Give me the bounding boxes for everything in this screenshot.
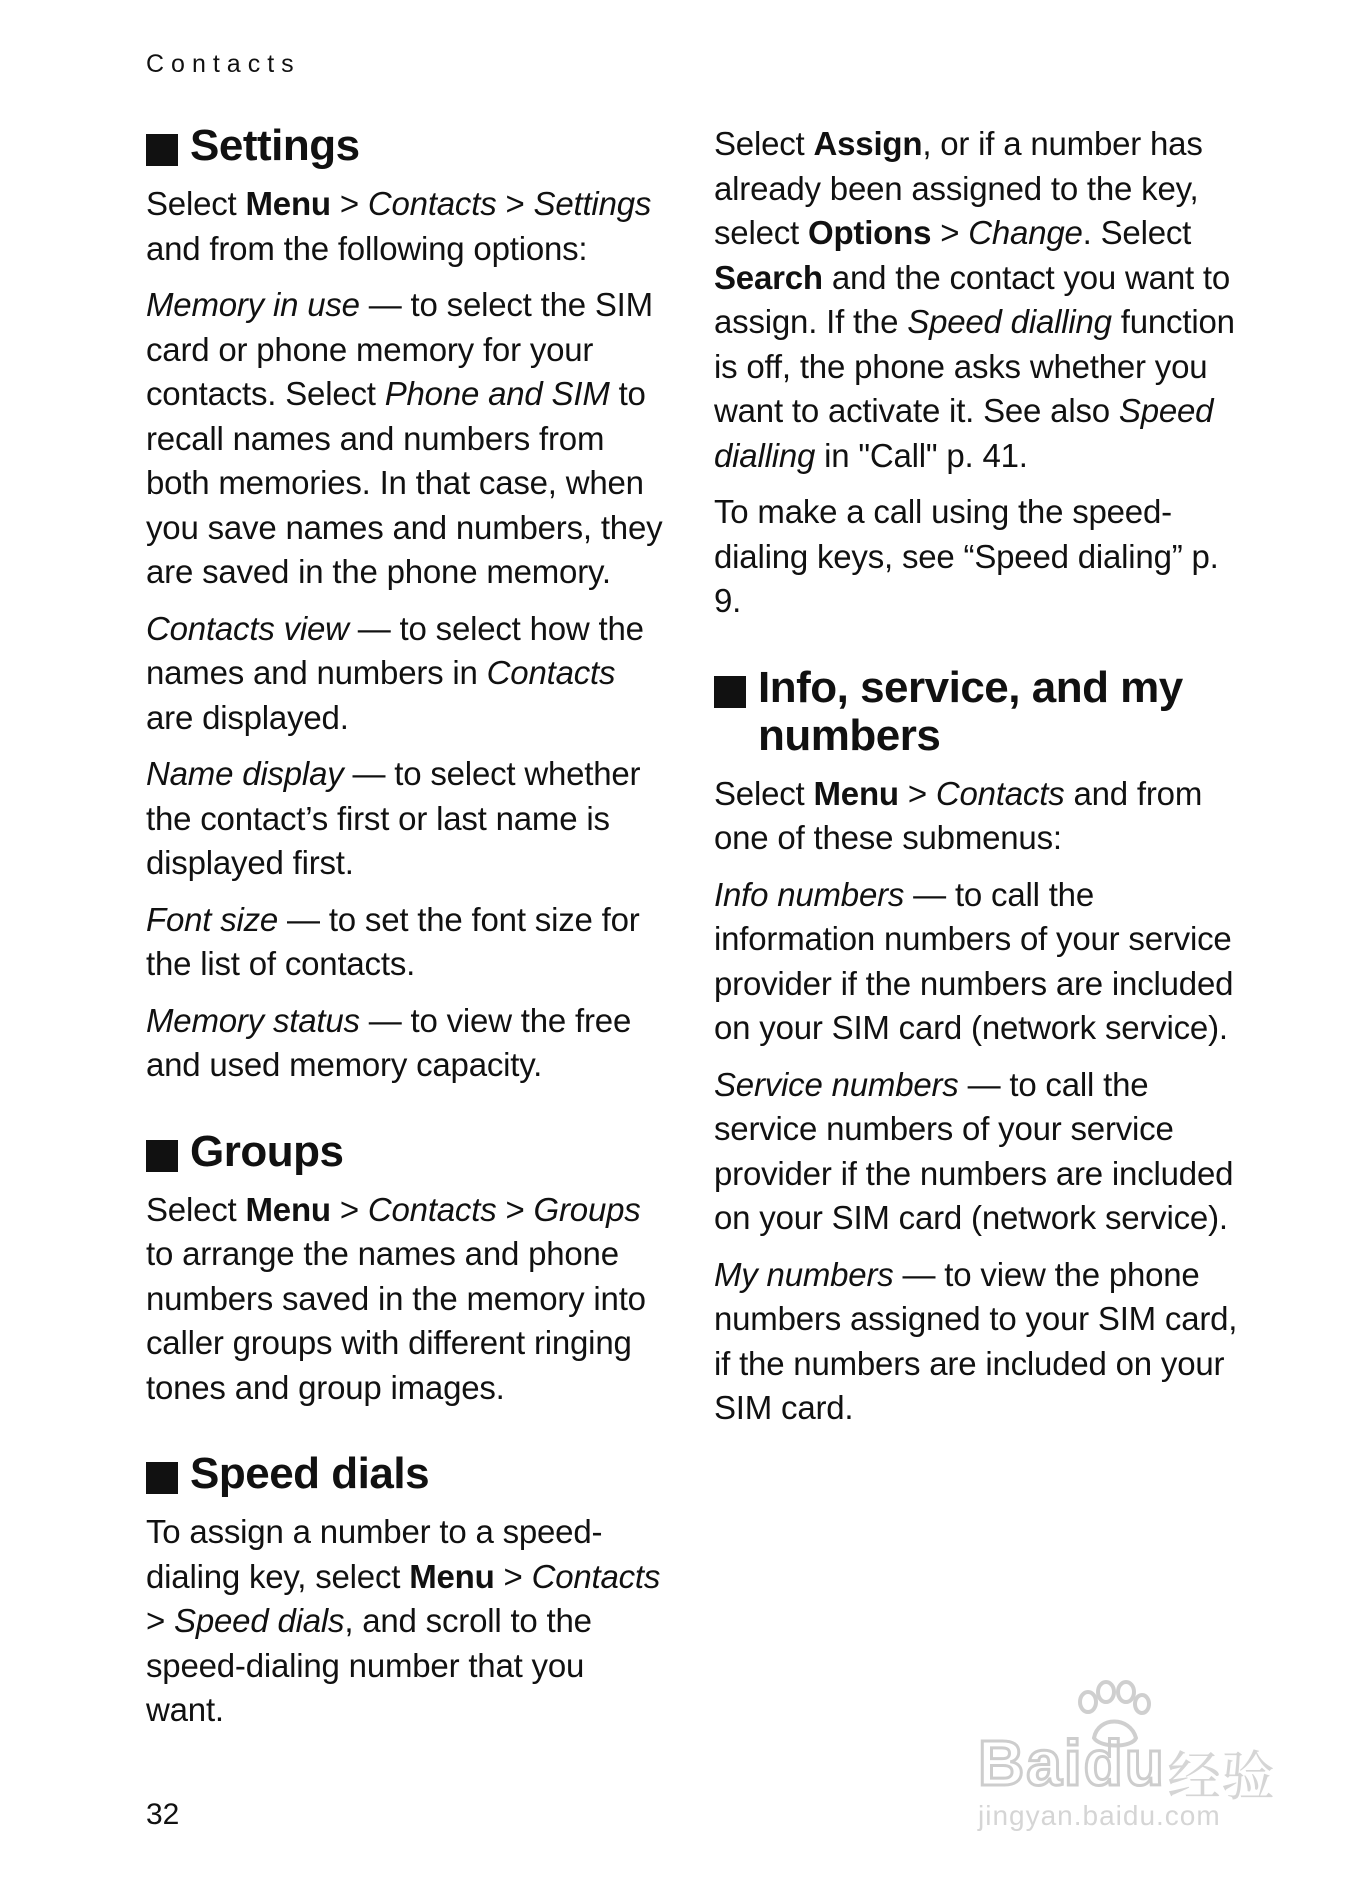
watermark-brand-cn: 经验 [1167,1747,1275,1807]
section-square-icon [146,1140,178,1172]
page-number: 32 [146,1798,180,1831]
section-square-icon [146,1462,178,1494]
baidu-watermark [962,1680,1322,1840]
watermark-brand: Baidu [978,1727,1166,1799]
option-memory-status: Memory status — to view the free and used memory capacity. [146,1001,632,1083]
option-name-display: Name display — to select whether the contact’s first or last name is displayed first. [146,755,641,881]
groups-body: Select Menu > Contacts > Groups to arrange the names and phone numbers saved in the memory into caller groups with different ringing tones and group images. [146,1190,646,1406]
right-column [714,122,1254,1443]
watermark-url: jingyan.baidu.com [978,1800,1221,1831]
option-info-numbers: Info numbers — to call the information numbers of your service provider if the numbers are included on your SIM card (network service). [714,875,1234,1046]
info-numbers-intro: Select Menu > Contacts and from one of these submenus: [714,774,1203,856]
option-memory-in-use: Memory in use — to select the SIM card or phone memory for your contacts. Select Phone and SIM to recall names and numbers from both memories. In that case, when you save names and numbers, they are saved in the phone memory. [146,286,663,590]
speed-dials-heading: Speed dials [146,1450,666,1498]
settings-intro: Select Menu > Contacts > Settings and from the following options: [146,185,652,267]
speed-dials-p2: Select Assign, or if a number has already been assigned to the key, select Options > Change. Select Search and the contact you want to assign. If the Speed dialling function is off, the phone asks whether you want to activate it. See also Speed dialling in "Call" p. 41. [714,125,1235,474]
section-square-icon [714,676,746,708]
running-header: Contacts [146,50,301,78]
option-contacts-view: Contacts view — to select how the names and numbers in Contacts are displayed. [146,609,644,736]
left-column [146,122,666,1745]
option-my-numbers: My numbers — to view the phone numbers assigned to your SIM card, if the numbers are included on your SIM card. [714,1255,1238,1426]
option-service-numbers: Service numbers — to call the service numbers of your service provider if the numbers are included on your SIM card (network service). [714,1065,1234,1236]
speed-dials-p1: To assign a number to a speed-dialing key, select Menu > Contacts > Speed dials, and scroll to the speed-dialing number that you want. [146,1513,661,1728]
section-square-icon [146,134,178,166]
info-numbers-heading: Info, service, and my numbers [714,664,1254,760]
speed-dials-p3: To make a call using the speed-dialing keys, see “Speed dialing” p. 9. [714,493,1219,619]
settings-heading: Settings [146,122,666,170]
option-font-size: Font size — to set the font size for the list of contacts. [146,900,640,982]
groups-heading: Groups [146,1128,666,1176]
